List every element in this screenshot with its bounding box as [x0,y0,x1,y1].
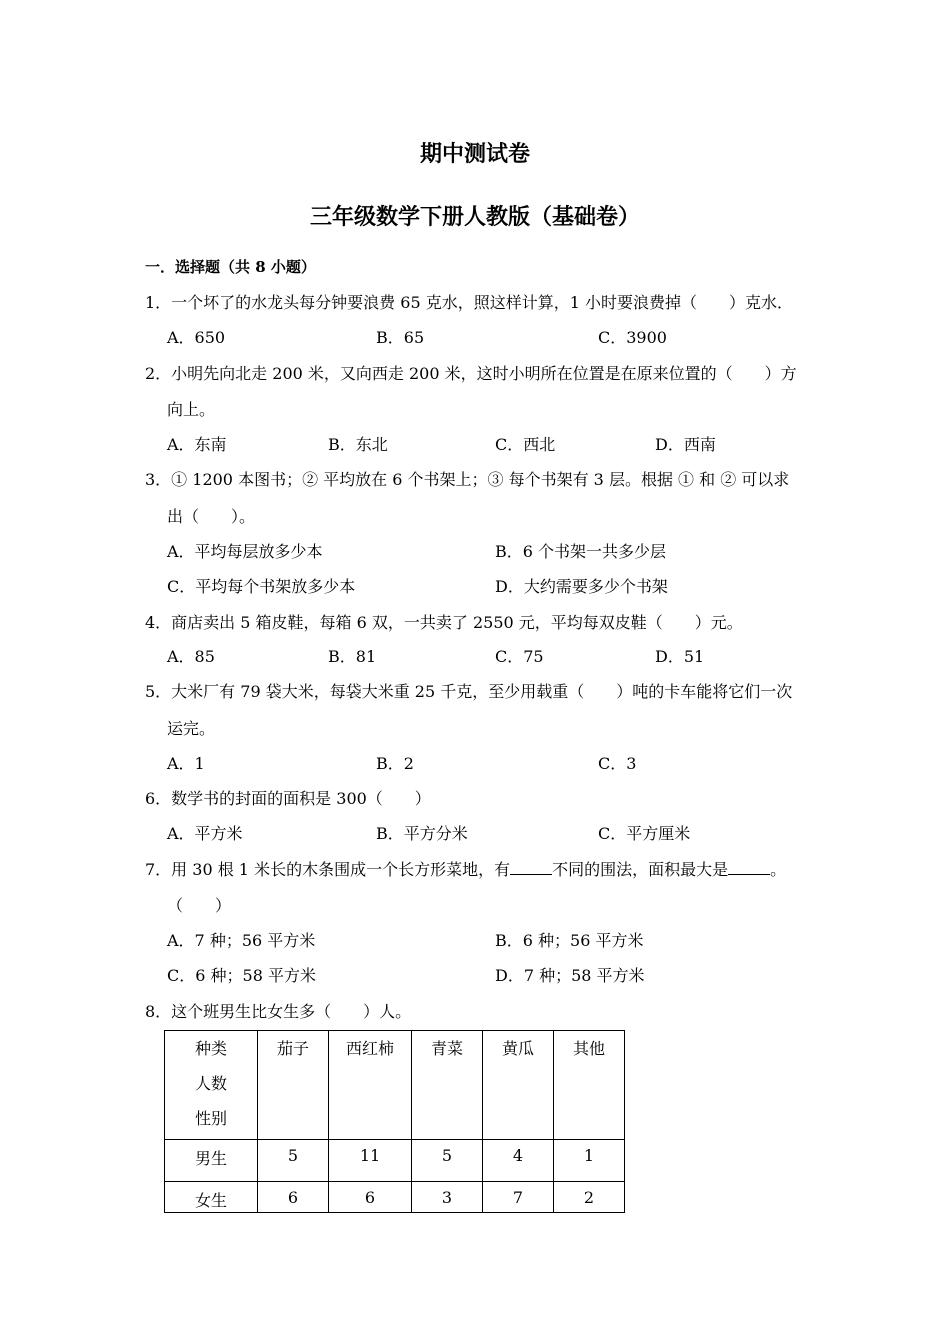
table-cell: 7 [483,1182,554,1213]
q4-option-c: C．75 [495,647,544,666]
q3-option-b: B．6 个书架一共多少层 [495,542,667,561]
q4-option-b: B．81 [328,647,377,666]
q7-option-a: A．7 种；56 平方米 [167,931,316,950]
q7-option-d: D．7 种；58 平方米 [495,966,645,985]
table-row [165,1182,625,1213]
q2-option-d: D．西南 [655,435,716,454]
q2-option-c: C．西北 [495,435,556,454]
table-corner-cell [165,1031,258,1140]
q6-option-a: A．平方米 [167,824,243,843]
question-7-part-2: 不同的围法，面积最大是 [552,860,729,879]
question-3: 3．① 1200 本图书；② 平均放在 6 个书架上；③ 每个书架有 3 层。根据 ① 和 ② 可以求 [145,470,790,489]
question-5-continued: 运完。 [167,719,216,738]
question-7-continued: （ ） [167,896,232,915]
q5-option-c: C．3 [598,754,637,773]
table-cell: 1 [554,1140,625,1182]
table-cell: 6 [329,1182,412,1213]
q5-option-a: A．1 [167,754,205,773]
column-header: 黄瓜 [483,1031,554,1140]
question-7-part-1: 7．用 30 根 1 米长的木条围成一个长方形菜地，有 [145,860,511,879]
question-7-part-3: 。 [770,860,787,879]
question-7 [145,857,786,880]
q1-option-b: B．65 [376,328,425,347]
row-label: 男生 [165,1140,258,1182]
q1-option-a: A．650 [167,328,226,347]
q1-option-c: C．3900 [598,328,667,347]
q7-option-c: C．6 种；58 平方米 [167,966,316,985]
q6-option-b: B．平方分米 [376,824,468,843]
q4-option-a: A．85 [167,647,215,666]
table-row [165,1140,625,1182]
question-2-continued: 向上。 [167,400,216,419]
question-6: 6．数学书的封面的面积是 300（ ） [145,789,431,808]
corner-label-gender: 性别 [194,1109,227,1128]
column-header: 茄子 [258,1031,329,1140]
question-3-continued: 出（ ）。 [167,507,256,526]
document-title: 期中测试卷 [419,141,530,167]
table-cell: 5 [258,1140,329,1182]
row-label: 女生 [165,1182,258,1213]
section-heading: 一．选择题（共 8 小题） [145,258,316,276]
q2-option-a: A．东南 [167,435,227,454]
q6-option-c: C．平方厘米 [598,824,691,843]
table-cell: 11 [329,1140,412,1182]
q3-option-c: C．平均每个书架放多少本 [167,577,356,596]
question-5: 5．大米厂有 79 袋大米，每袋大米重 25 千克，至少用载重（ ）吨的卡车能将它们一次 [145,682,793,701]
table-cell: 4 [483,1140,554,1182]
q7-option-b: B．6 种；56 平方米 [495,931,644,950]
blank-1 [510,860,552,875]
table-cell: 6 [258,1182,329,1213]
q4-option-d: D．51 [655,647,705,666]
question-8: 8．这个班男生比女生多（ ）人。 [145,1002,412,1021]
data-table [164,1030,625,1213]
column-header: 西红柿 [329,1031,412,1140]
blank-2 [728,860,770,875]
table-cell: 3 [412,1182,483,1213]
corner-label-category: 种类 [194,1039,227,1058]
table-cell: 5 [412,1140,483,1182]
q3-option-d: D．大约需要多少个书架 [495,577,668,596]
question-2: 2．小明先向北走 200 米，又向西走 200 米，这时小明所在位置是在原来位置的（ ）方 [145,364,797,383]
column-header: 青菜 [412,1031,483,1140]
column-header: 其他 [554,1031,625,1140]
question-1: 1．一个坏了的水龙头每分钟要浪费 65 克水，照这样计算，1 小时要浪费掉（ ）克水． [145,293,793,312]
table-header-row [165,1031,625,1140]
corner-label-count: 人数 [194,1074,227,1093]
q2-option-b: B．东北 [328,435,388,454]
table-cell: 2 [554,1182,625,1213]
question-4: 4．商店卖出 5 箱皮鞋，每箱 6 双，一共卖了 2550 元，平均每双皮鞋（ ）元。 [145,613,743,632]
q3-option-a: A．平均每层放多少本 [167,542,323,561]
q5-option-b: B．2 [376,754,414,773]
document-subtitle: 三年级数学下册人教版（基础卷） [309,204,640,230]
